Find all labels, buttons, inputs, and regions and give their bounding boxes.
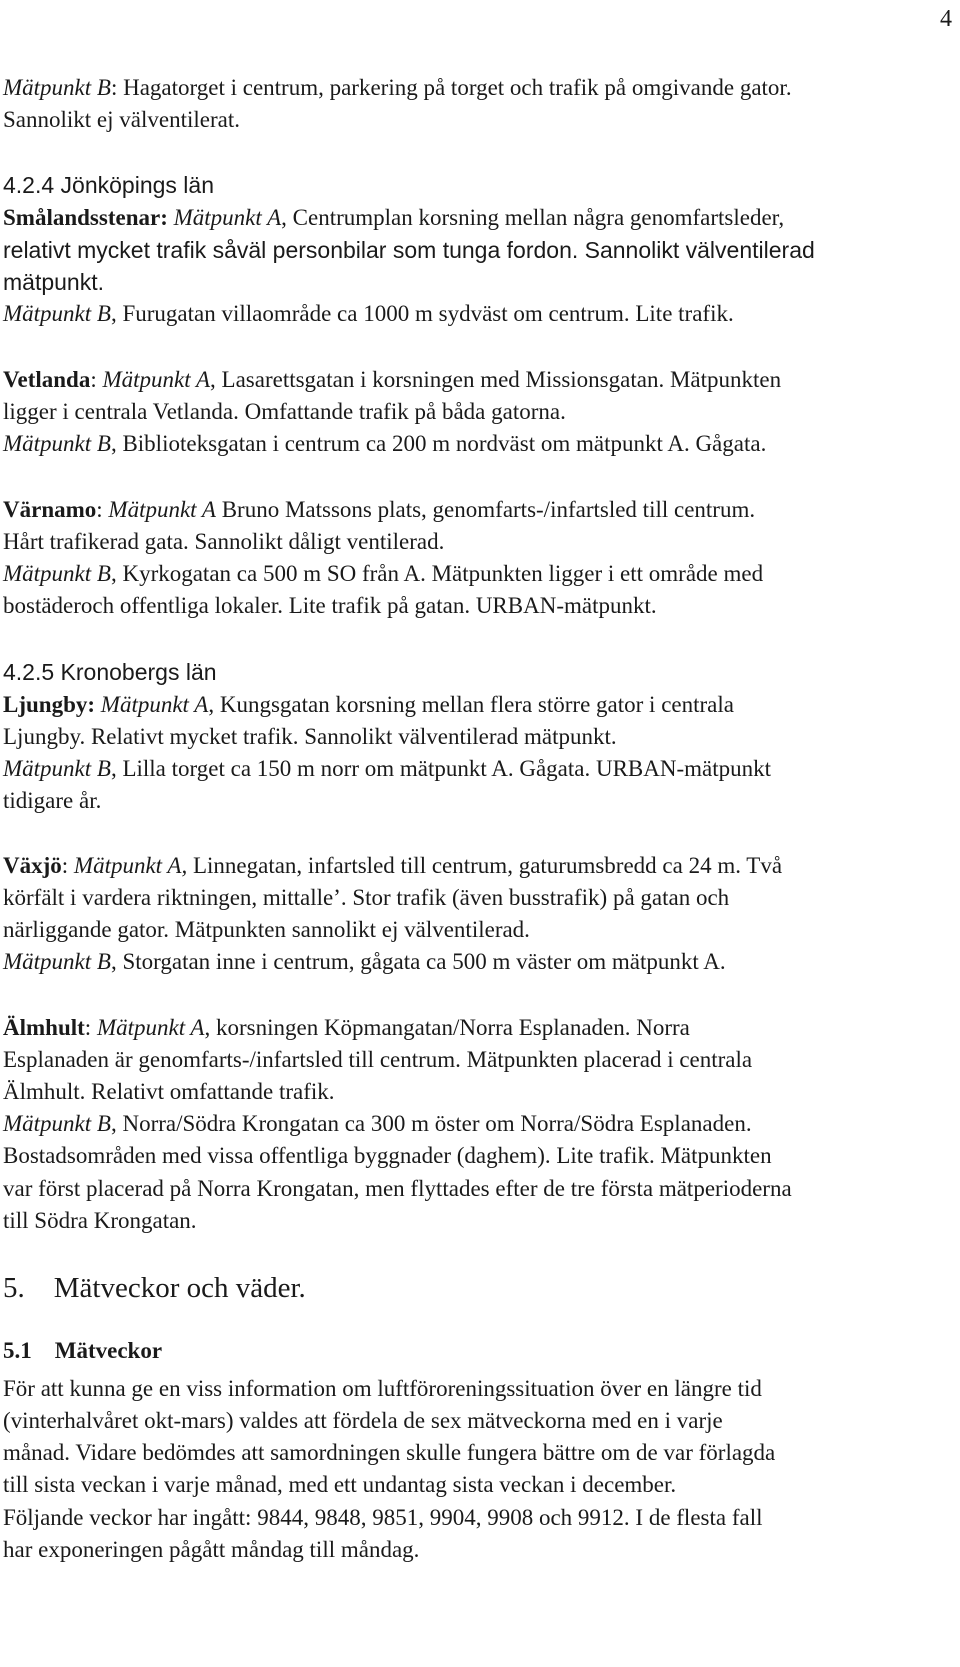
text: , Lasarettsgatan i korsningen med Missionsgatan. Mätpunkten <box>210 367 782 392</box>
vetlanda-line-2: ligger i centrala Vetlanda. Omfattande trafik på båda gatorna. <box>3 399 566 424</box>
ljungby-line-1 <box>3 691 734 719</box>
matpunkt-a-label: Mätpunkt A <box>173 205 282 230</box>
text: Linnegatan, infartsled till centrum, gaturumsbredd ca 24 m. Två <box>187 853 783 878</box>
text: , korsningen Köpmangatan/Norra Esplanaden. Norra <box>204 1015 690 1040</box>
town-name: Värnamo <box>3 497 97 522</box>
matpunkt-b-label: Mätpunkt B <box>3 561 111 586</box>
body-5-1-line-1: För att kunna ge en viss information om luftföroreningssituation över en längre tid <box>3 1376 762 1401</box>
text: , Storgatan inne i centrum, gågata ca 500 m väster om mätpunkt A. <box>110 949 726 974</box>
matpunkt-b-label: Mätpunkt B <box>3 75 111 100</box>
body-5-1-line-2: (vinterhalvåret okt-mars) valdes att fördela de sex mätveckorna med en i varje <box>3 1408 723 1433</box>
varnamo-line-4: bostäderoch offentliga lokaler. Lite trafik på gatan. URBAN-mätpunkt. <box>3 593 657 618</box>
smalandsstenar-line-1 <box>3 204 784 232</box>
town-name: Växjö <box>3 853 62 878</box>
text: , Lilla torget ca 150 m norr om mätpunkt A. Gågata. URBAN-mätpunkt <box>110 756 772 781</box>
prev-mb-line-2: Sannolikt ej välventilerat. <box>3 107 240 132</box>
almhult-line-4 <box>3 1110 752 1138</box>
matpunkt-b-label: Mätpunkt B <box>3 949 111 974</box>
page-number: 4 <box>940 6 952 32</box>
separator: : <box>96 497 109 522</box>
prev-mb-line-1 <box>3 74 792 102</box>
vetlanda-line-1 <box>3 366 781 394</box>
text: : Hagatorget i centrum, parkering på torget och trafik på omgivande gator. <box>110 75 792 100</box>
matpunkt-b-label: Mätpunkt B <box>3 431 111 456</box>
town-name: Vetlanda <box>3 367 91 392</box>
ljungby-line-3 <box>3 755 771 783</box>
almhult-line-1 <box>3 1014 690 1042</box>
matpunkt-b-label: Mätpunkt B <box>3 1111 111 1136</box>
heading-4-2-4: 4.2.4 Jönköpings län <box>3 172 214 198</box>
heading-4-2-5: 4.2.5 Kronobergs län <box>3 659 217 685</box>
text: , Biblioteksgatan i centrum ca 200 m nordväst om mätpunkt A. Gågata. <box>110 431 767 456</box>
text: , Furugatan villaområde ca 1000 m sydväst om centrum. Lite trafik. <box>110 301 734 326</box>
vaxjo-line-4 <box>3 948 726 976</box>
matpunkt-b-label: Mätpunkt B <box>3 756 111 781</box>
matpunkt-a-label: Mätpunkt A <box>102 367 211 392</box>
varnamo-line-1 <box>3 496 755 524</box>
vaxjo-line-2: körfält i vardera riktningen, mittalle’. Stor trafik (även busstrafik) på gatan och <box>3 885 730 910</box>
almhult-line-5: Bostadsområden med vissa offentliga byggnader (daghem). Lite trafik. Mätpunkten <box>3 1143 772 1168</box>
matpunkt-a-label: Mätpunkt A <box>100 692 209 717</box>
matpunkt-a-label: Mätpunkt A, <box>73 853 188 878</box>
matpunkt-a-label: Mätpunkt A <box>96 1015 205 1040</box>
varnamo-line-3 <box>3 560 763 588</box>
almhult-line-7: till Södra Krongatan. <box>3 1208 197 1233</box>
heading-5-1: 5.1 Mätveckor <box>3 1338 163 1363</box>
varnamo-line-2: Hårt trafikerad gata. Sannolikt dåligt ventilerad. <box>3 529 445 554</box>
vetlanda-line-3 <box>3 430 766 458</box>
text: , Kungsgatan korsning mellan flera större gator i centrala <box>208 692 734 717</box>
text: , Norra/Södra Krongatan ca 300 m öster om Norra/Södra Esplanaden. <box>110 1111 752 1136</box>
town-name: Smålandsstenar: <box>3 205 168 230</box>
body-5-1-line-3: månad. Vidare bedömdes att samordningen skulle fungera bättre om de var förlagda <box>3 1440 776 1465</box>
matpunkt-b-label: Mätpunkt B <box>3 301 111 326</box>
almhult-line-6: var först placerad på Norra Krongatan, men flyttades efter de tre första mätperioderna <box>3 1176 792 1201</box>
almhult-line-2: Esplanaden är genomfarts-/infartsled till centrum. Mätpunkten placerad i centrala <box>3 1047 753 1072</box>
heading-5: 5. Mätveckor och väder. <box>3 1272 306 1304</box>
body-5-1-line-5: Följande veckor har ingått: 9844, 9848, 9851, 9904, 9908 och 9912. I de flesta fall <box>3 1505 763 1530</box>
smalandsstenar-line-2: relativt mycket trafik såväl personbilar som tunga fordon. Sannolikt välventilerad <box>3 237 815 263</box>
ljungby-line-4: tidigare år. <box>3 788 102 813</box>
separator: : <box>84 1015 97 1040</box>
vaxjo-line-1 <box>3 852 782 880</box>
smalandsstenar-line-3: mätpunkt. <box>3 269 104 295</box>
town-name: Ljungby: <box>3 692 96 717</box>
text: , Centrumplan korsning mellan några genomfartsleder, <box>281 205 785 230</box>
almhult-line-3: Älmhult. Relativt omfattande trafik. <box>3 1079 335 1104</box>
town-name: Älmhult <box>3 1015 85 1040</box>
text: Bruno Matssons plats, genomfarts-/infartsled till centrum. <box>215 497 756 522</box>
smalandsstenar-line-4 <box>3 300 734 328</box>
body-5-1-line-4: till sista veckan i varje månad, med ett undantag sista veckan i december. <box>3 1472 677 1497</box>
ljungby-line-2: Ljungby. Relativt mycket trafik. Sannolikt välventilerad mätpunkt. <box>3 724 617 749</box>
text: , Kyrkogatan ca 500 m SO från A. Mätpunkten ligger i ett område med <box>110 561 764 586</box>
body-5-1-line-6: har exponeringen pågått måndag till måndag. <box>3 1537 420 1562</box>
matpunkt-a-label: Mätpunkt A <box>108 497 216 522</box>
vaxjo-line-3: närliggande gator. Mätpunkten sannolikt ej välventilerad. <box>3 917 530 942</box>
separator: : <box>90 367 103 392</box>
separator: : <box>61 853 74 878</box>
